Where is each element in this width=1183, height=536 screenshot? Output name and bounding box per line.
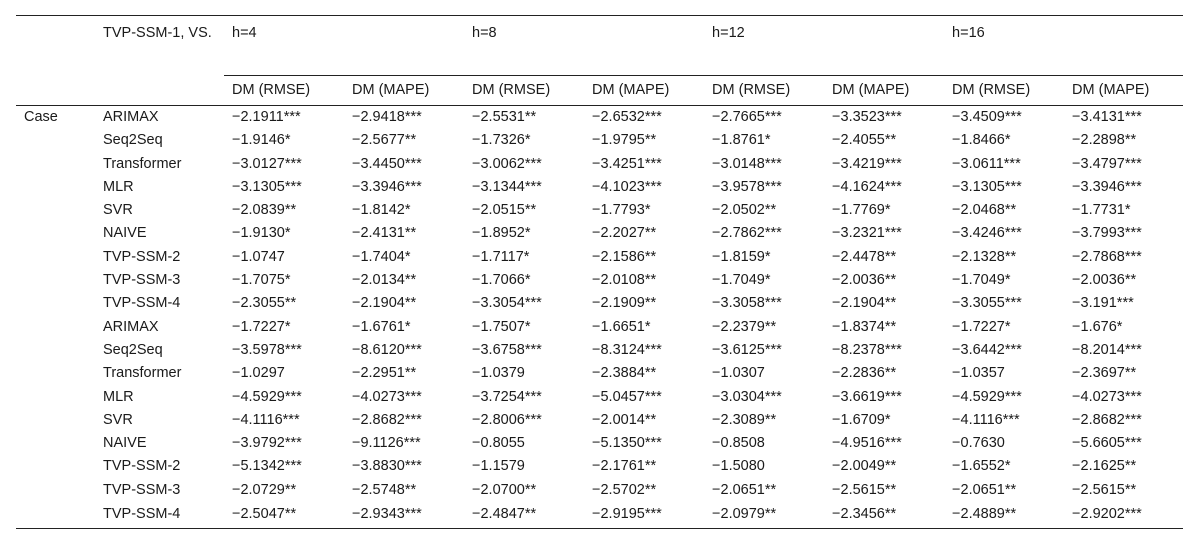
dm-value-cell: −2.0979** <box>704 502 824 529</box>
case-cell <box>16 479 95 502</box>
table-row <box>16 409 1183 432</box>
dm-value-cell: −3.4450*** <box>352 155 422 172</box>
dm-value-cell: −1.6552* <box>952 458 1011 475</box>
header-vs-cell: TVP-SSM-1, VS. <box>95 16 224 76</box>
dm-value-cell: −2.5047** <box>224 502 344 529</box>
dm-value-cell: −1.7117* <box>472 248 530 265</box>
header-row-metrics <box>16 76 1183 106</box>
dm-value-cell: −1.9146* <box>232 132 291 149</box>
dm-value-cell: −2.4131** <box>352 225 417 242</box>
dm-value-cell: −3.6442*** <box>952 341 1022 358</box>
dm-value-cell: −5.0457*** <box>592 388 662 405</box>
case-cell <box>16 455 95 478</box>
table-row <box>16 106 1183 130</box>
dm-value-cell: −2.3089** <box>712 411 777 428</box>
dm-value-cell: −8.3124*** <box>592 341 662 358</box>
model-name-cell: TVP-SSM-4 <box>103 295 181 312</box>
header-metric: DM (RMSE) <box>224 76 344 106</box>
dm-value-cell: −2.1586** <box>592 248 657 265</box>
dm-value-cell: −1.7731* <box>1072 202 1131 219</box>
dm-value-cell: −1.6761* <box>352 318 411 335</box>
model-name-cell: Transformer <box>103 155 182 172</box>
dm-value-cell: −4.9516*** <box>832 435 902 452</box>
dm-value-cell: −2.1328** <box>952 248 1017 265</box>
table-row <box>16 432 1183 455</box>
dm-value-cell: −2.5677** <box>352 132 417 149</box>
dm-value-cell: −1.0379 <box>472 365 525 382</box>
table-row <box>16 153 1183 176</box>
dm-value-cell: −2.8682*** <box>352 411 422 428</box>
case-cell <box>16 153 95 176</box>
case-cell <box>16 362 95 385</box>
dm-value-cell: −3.9792*** <box>232 435 302 452</box>
dm-value-cell: −1.5080 <box>712 458 765 475</box>
table-row <box>16 362 1183 385</box>
dm-value-cell: −2.8006*** <box>472 411 542 428</box>
model-name-cell: ARIMAX <box>103 109 159 125</box>
dm-value-cell: −2.8682*** <box>1072 411 1142 428</box>
table-row <box>16 269 1183 292</box>
dm-value-cell: −2.0729** <box>232 481 297 498</box>
dm-value-cell: −2.5615** <box>1072 481 1137 498</box>
dm-value-cell: −2.1761** <box>592 458 657 475</box>
model-name-cell: SVR <box>103 411 133 428</box>
dm-value-cell: −3.4246*** <box>952 225 1022 242</box>
dm-value-cell: −1.8466* <box>952 132 1011 149</box>
dm-value-cell: −8.2378*** <box>832 341 902 358</box>
dm-value-cell: −2.7665*** <box>712 109 782 125</box>
case-cell: Case <box>24 109 58 125</box>
dm-value-cell: −8.2014*** <box>1072 341 1142 358</box>
header-horizon-16: h=16 <box>944 16 1183 76</box>
dm-value-cell: −3.3946*** <box>1072 178 1142 195</box>
dm-value-cell: −1.8952* <box>472 225 531 242</box>
table-row <box>16 222 1183 245</box>
model-name-cell: Seq2Seq <box>103 341 163 358</box>
table-row <box>16 292 1183 315</box>
dm-value-cell: −2.4847** <box>464 502 584 529</box>
dm-value-cell: −1.0357 <box>952 365 1005 382</box>
dm-value-cell: −3.191*** <box>1072 295 1134 312</box>
dm-value-cell: −2.9418*** <box>352 109 422 125</box>
dm-value-cell: −2.0468** <box>952 202 1017 219</box>
dm-value-cell: −1.7227* <box>952 318 1011 335</box>
dm-value-cell: −3.1305*** <box>232 178 302 195</box>
dm-value-cell: −3.2321*** <box>832 225 902 242</box>
dm-value-cell: −2.0700** <box>472 481 537 498</box>
model-name-cell: TVP-SSM-3 <box>103 272 181 289</box>
table-row <box>16 316 1183 339</box>
dm-value-cell: −3.0148*** <box>712 155 782 172</box>
table-row <box>16 246 1183 269</box>
dm-value-cell: −2.3055** <box>232 295 297 312</box>
model-name-cell: Seq2Seq <box>103 132 163 149</box>
model-name-cell: MLR <box>103 178 134 195</box>
header-metric: DM (MAPE) <box>1064 76 1183 106</box>
dm-value-cell: −2.0036** <box>1072 272 1137 289</box>
dm-value-cell: −3.0127*** <box>232 155 302 172</box>
dm-value-cell: −1.0747 <box>232 248 285 265</box>
dm-value-cell: −2.0036** <box>832 272 897 289</box>
dm-value-cell: −4.1116*** <box>952 411 1020 428</box>
dm-value-cell: −1.7049* <box>952 272 1011 289</box>
dm-value-cell: −2.2836** <box>832 365 897 382</box>
dm-value-cell: −3.8830*** <box>352 458 422 475</box>
dm-value-cell: −4.0273*** <box>352 388 422 405</box>
model-name-cell: TVP-SSM-3 <box>103 481 181 498</box>
header-case-cell <box>16 16 95 76</box>
dm-value-cell: −2.2898** <box>1072 132 1137 149</box>
dm-value-cell: −1.1579 <box>472 458 525 475</box>
dm-value-cell: −3.3058*** <box>712 295 782 312</box>
table-row <box>16 176 1183 199</box>
dm-value-cell: −2.1904** <box>832 295 897 312</box>
dm-value-cell: −3.0062*** <box>472 155 542 172</box>
table-row <box>16 386 1183 409</box>
header-horizon-4: h=4 <box>224 16 464 76</box>
dm-value-cell: −2.2027** <box>592 225 657 242</box>
table-row <box>16 479 1183 502</box>
dm-value-cell: −1.0307 <box>712 365 765 382</box>
dm-value-cell: −2.4889** <box>944 502 1064 529</box>
dm-value-cell: −2.0839** <box>232 202 297 219</box>
dm-value-cell: −1.7227* <box>232 318 291 335</box>
dm-value-cell: −2.5615** <box>832 481 897 498</box>
dm-value-cell: −1.8374** <box>832 318 897 335</box>
table-row <box>16 455 1183 478</box>
dm-value-cell: −4.1116*** <box>232 411 300 428</box>
dm-value-cell: −5.6605*** <box>1072 435 1142 452</box>
dm-value-cell: −2.4055** <box>832 132 897 149</box>
dm-value-cell: −4.5929*** <box>952 388 1022 405</box>
dm-value-cell: −2.0515** <box>472 202 537 219</box>
header-empty-cell <box>95 76 224 106</box>
dm-value-cell: −1.9130* <box>232 225 291 242</box>
case-cell <box>16 386 95 409</box>
model-name-cell: ARIMAX <box>103 318 159 335</box>
dm-value-cell: −3.0611*** <box>952 155 1021 172</box>
dm-value-cell: −1.7507* <box>472 318 531 335</box>
case-cell <box>16 316 95 339</box>
dm-value-cell: −1.676* <box>1072 318 1123 335</box>
dm-value-cell: −2.3456** <box>824 502 944 529</box>
dm-value-cell: −5.1350*** <box>592 435 662 452</box>
dm-value-cell: −2.7862*** <box>712 225 782 242</box>
dm-value-cell: −2.1911*** <box>232 109 301 125</box>
dm-value-cell: −2.1904** <box>352 295 417 312</box>
dm-value-cell: −3.3055*** <box>952 295 1022 312</box>
model-name-cell: TVP-SSM-4 <box>95 502 224 529</box>
case-cell <box>16 269 95 292</box>
dm-value-cell: −2.5702** <box>592 481 657 498</box>
dm-value-cell: −4.0273*** <box>1072 388 1142 405</box>
dm-value-cell: −2.0049** <box>832 458 897 475</box>
model-name-cell: TVP-SSM-2 <box>103 248 181 265</box>
dm-value-cell: −4.1624*** <box>832 178 902 195</box>
dm-value-cell: −2.0651** <box>952 481 1017 498</box>
header-metric: DM (MAPE) <box>824 76 944 106</box>
dm-value-cell: −3.6758*** <box>472 341 542 358</box>
case-cell <box>16 339 95 362</box>
case-cell <box>16 409 95 432</box>
model-name-cell: TVP-SSM-2 <box>103 458 181 475</box>
dm-value-cell: −2.9202*** <box>1064 502 1183 529</box>
dm-value-cell: −3.0304*** <box>712 388 782 405</box>
dm-value-cell: −3.4251*** <box>592 155 662 172</box>
dm-value-cell: −2.0108** <box>592 272 657 289</box>
header-metric: DM (RMSE) <box>464 76 584 106</box>
case-cell <box>16 199 95 222</box>
header-metric: DM (RMSE) <box>704 76 824 106</box>
dm-value-cell: −2.0502** <box>712 202 777 219</box>
table-row <box>16 129 1183 152</box>
dm-value-cell: −1.7075* <box>232 272 291 289</box>
case-cell <box>16 502 95 529</box>
dm-value-cell: −1.8142* <box>352 202 411 219</box>
dm-value-cell: −2.1625** <box>1072 458 1137 475</box>
dm-value-cell: −1.6651* <box>592 318 651 335</box>
case-cell <box>16 432 95 455</box>
dm-value-cell: −0.7630 <box>952 435 1005 452</box>
dm-test-table <box>16 15 1183 529</box>
dm-value-cell: −1.7793* <box>592 202 651 219</box>
dm-value-cell: −2.0014** <box>592 411 657 428</box>
dm-value-cell: −3.7254*** <box>472 388 542 405</box>
model-name-cell: NAIVE <box>103 225 147 242</box>
dm-value-cell: −3.4219*** <box>832 155 902 172</box>
dm-value-cell: −1.9795** <box>592 132 657 149</box>
dm-value-cell: −2.3884** <box>592 365 657 382</box>
model-name-cell: MLR <box>103 388 134 405</box>
table-body <box>16 106 1183 529</box>
dm-value-cell: −3.1305*** <box>952 178 1022 195</box>
dm-value-cell: −2.1909** <box>592 295 657 312</box>
table-row <box>16 339 1183 362</box>
model-name-cell: SVR <box>103 202 133 219</box>
header-empty-cell <box>16 76 95 106</box>
dm-value-cell: −1.6709* <box>832 411 891 428</box>
case-cell <box>16 246 95 269</box>
dm-value-cell: −0.8055 <box>472 435 525 452</box>
dm-value-cell: −1.7769* <box>832 202 891 219</box>
header-metric: DM (RMSE) <box>944 76 1064 106</box>
dm-value-cell: −2.9195*** <box>584 502 704 529</box>
dm-value-cell: −3.3054*** <box>472 295 542 312</box>
dm-value-cell: −3.6619*** <box>832 388 902 405</box>
case-cell <box>16 222 95 245</box>
dm-value-cell: −8.6120*** <box>352 341 422 358</box>
header-horizon-8: h=8 <box>464 16 704 76</box>
dm-value-cell: −3.6125*** <box>712 341 782 358</box>
dm-value-cell: −1.8159* <box>712 248 771 265</box>
dm-value-cell: −2.9343*** <box>344 502 464 529</box>
dm-value-cell: −2.0134** <box>352 272 417 289</box>
dm-value-cell: −1.7066* <box>472 272 531 289</box>
dm-value-cell: −9.1126*** <box>352 435 421 452</box>
dm-value-cell: −2.7868*** <box>1072 248 1142 265</box>
dm-value-cell: −1.7049* <box>712 272 771 289</box>
model-name-cell: NAIVE <box>103 435 147 452</box>
case-cell <box>16 129 95 152</box>
dm-value-cell: −1.7326* <box>472 132 531 149</box>
dm-value-cell: −1.8761* <box>712 132 771 149</box>
dm-value-cell: −3.3946*** <box>352 178 422 195</box>
header-metric: DM (MAPE) <box>344 76 464 106</box>
dm-value-cell: −3.3523*** <box>832 109 902 125</box>
dm-value-cell: −2.4478** <box>832 248 897 265</box>
dm-value-cell: −2.2951** <box>352 365 417 382</box>
dm-value-cell: −2.6532*** <box>592 109 662 125</box>
model-name-cell: Transformer <box>103 365 182 382</box>
dm-value-cell: −3.4509*** <box>952 109 1022 125</box>
case-cell <box>16 176 95 199</box>
dm-value-cell: −0.8508 <box>712 435 765 452</box>
dm-value-cell: −3.5978*** <box>232 341 302 358</box>
dm-value-cell: −4.5929*** <box>232 388 302 405</box>
dm-value-cell: −3.4131*** <box>1072 109 1142 125</box>
dm-value-cell: −2.5531** <box>472 109 537 125</box>
dm-value-cell: −2.2379** <box>712 318 777 335</box>
table-header <box>16 16 1183 106</box>
table-row <box>16 502 1183 529</box>
case-cell <box>16 292 95 315</box>
dm-value-cell: −3.4797*** <box>1072 155 1142 172</box>
dm-value-cell: −1.7404* <box>352 248 411 265</box>
header-horizon-12: h=12 <box>704 16 944 76</box>
dm-value-cell: −3.9578*** <box>712 178 782 195</box>
header-row-horizons <box>16 16 1183 76</box>
dm-value-cell: −4.1023*** <box>592 178 662 195</box>
table-row <box>16 199 1183 222</box>
dm-value-cell: −3.7993*** <box>1072 225 1142 242</box>
dm-value-cell: −2.3697** <box>1072 365 1137 382</box>
header-metric: DM (MAPE) <box>584 76 704 106</box>
dm-value-cell: −1.0297 <box>232 365 285 382</box>
dm-value-cell: −5.1342*** <box>232 458 302 475</box>
dm-value-cell: −2.0651** <box>712 481 777 498</box>
dm-value-cell: −3.1344*** <box>472 178 542 195</box>
dm-value-cell: −2.5748** <box>352 481 417 498</box>
